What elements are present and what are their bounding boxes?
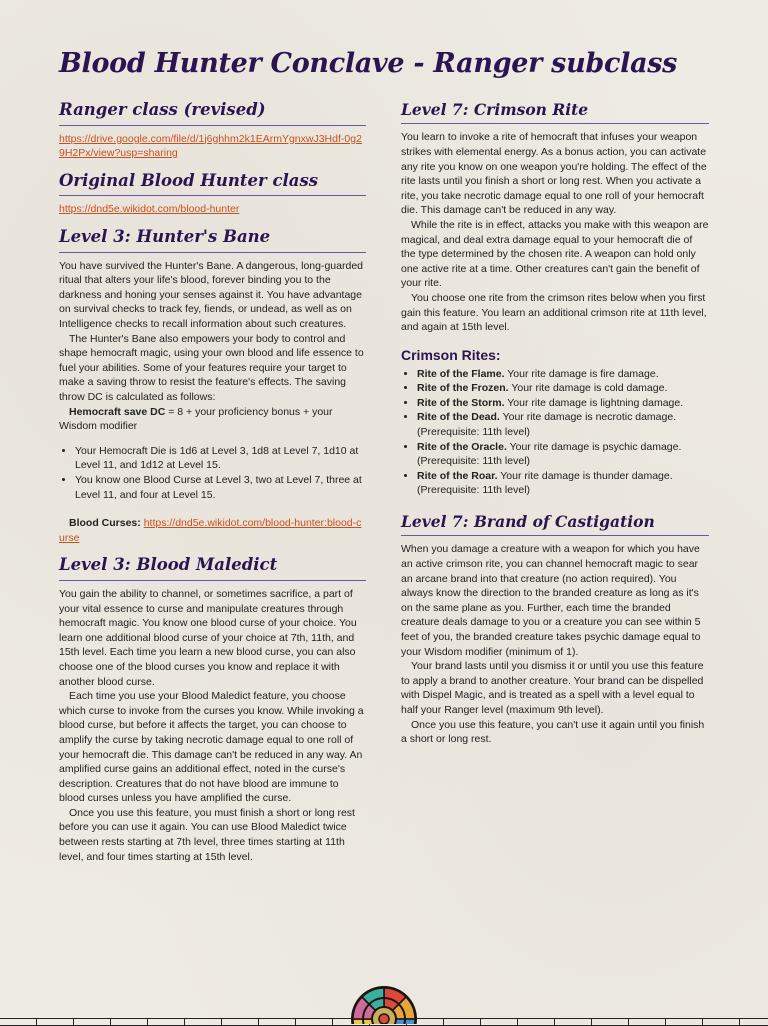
ranger-class-heading: Ranger class (revised) (59, 100, 366, 126)
rite-description: Your rite damage is necrotic damage. (Prerequisite: 11th level) (417, 411, 677, 439)
rite-name: Rite of the Dead. (417, 411, 500, 424)
rite-name: Rite of the Frozen. (417, 382, 509, 395)
rite-description: Your rite damage is psychic damage. (Prerequisite: 11th level) (417, 440, 682, 468)
blood-curses-link[interactable]: https://dnd5e.wikidot.com/blood-hunter:blood-curse (59, 517, 362, 544)
brand-paragraph-1: When you damage a creature with a weapon for which you have an active crimson rite, you can channel hemocraft magic to sear an arcane brand into that creature (no action required). You always know the direction to the branded creature as long as it's on the same plane as you. Further, each time the branded creature deals damage to you or a creature you can see within 5 feet of you, the branded creature takes psychic damage equal to your Wisdom modifier (minimum of 1). (401, 543, 701, 658)
ranger-class-section (59, 100, 366, 161)
blood-curses-label: Blood Curses: (69, 517, 141, 530)
blood-curses-line (59, 516, 366, 545)
crimson-rites-list (401, 367, 709, 498)
ranger-class-link[interactable]: https://drive.google.com/file/d/1j6ghhm2k1EArmYgnxwJ3Hdf-0g29H2Px/view?usp=sharing (59, 132, 362, 160)
brand-paragraph-2: Your brand lasts until you dismiss it or until you use this feature to apply a brand to another creature. Your brand can be dispelled with Dispel Magic, and is treated as a spell with a level equal to half your Ranger level (maximum 9th level). (401, 660, 704, 716)
list-item (417, 396, 709, 411)
blood-maledict-paragraph-3: Once you use this feature, you must finish a short or long rest before you can use it again. You can use Blood Maledict twice between rests starting at 7th level, three times starting at 11th level, and four times starting at 15th level. (59, 806, 355, 863)
crimson-rite-paragraph-3: You choose one rite from the crimson rites below when you first gain this feature. You learn an additional crimson rite at 11th level, and again at 15th level. (401, 291, 707, 334)
crimson-rites-heading: Crimson Rites: (401, 346, 501, 363)
list-item (417, 381, 709, 396)
original-class-link[interactable]: https://dnd5e.wikidot.com/blood-hunter (59, 203, 240, 216)
hemocraft-save-label: Hemocraft save DC (69, 405, 166, 418)
original-class-section (59, 171, 366, 217)
stained-glass-medallion-icon (350, 985, 418, 1024)
blood-maledict-paragraph-2: Each time you use your Blood Maledict feature, you choose which curse to invoke from the curses you know. While invoking a blood curse, but before it affects the target, you can choose to amplify the curse by taking necrotic damage equal to one roll of your hemocraft die. This damage can't be reduced in any way. An amplified curse gains an additional effect, noted in the curse's description. Creatures that do not have blood are immune to blood curses unless you have amplified the curse. (59, 690, 364, 805)
list-item (417, 440, 709, 469)
brand-of-castigation-section (401, 512, 709, 747)
crimson-rite-paragraph-2: While the rite is in effect, attacks you make with this weapon are magical, and deal extra damage equal to your hemocraft die of the type determined by the chosen rite. A weapon can hold only one active rite at a time. Other creatures can't gain the benefit of your rite. (401, 218, 709, 290)
hemocraft-save-dc (59, 405, 366, 434)
hemocraft-list (59, 444, 366, 502)
brand-paragraph-3: Once you use this feature, you can't use it again until you finish a short or long rest. (401, 718, 705, 746)
blood-maledict-section (59, 555, 366, 864)
hunters-bane-section (59, 227, 366, 545)
left-column (59, 100, 366, 874)
hemocraft-save-formula: = 8 + your proficiency bonus + your Wisdom modifier (59, 405, 333, 433)
list-item (417, 469, 709, 498)
page-title: Blood Hunter Conclave - Ranger subclass (59, 48, 678, 79)
rite-name: Rite of the Oracle. (417, 440, 507, 453)
rite-description: Your rite damage is cold damage. (508, 382, 668, 395)
crimson-rite-paragraph-1: You learn to invoke a rite of hemocraft that infuses your weapon strikes with elemental energy. As a bonus action, you can activate any rite you know on one weapon you're holding. The effect of the rite lasts until you finish a short or long rest. When you activate a rite, you take necrotic damage equal to one roll of your hemocraft die. This damage can't be reduced in any way. (401, 131, 707, 217)
crimson-rite-heading: Level 7: Crimson Rite (401, 100, 709, 124)
rite-description: Your rite damage is thunder damage. (Prerequisite: 11th level) (417, 469, 673, 497)
crimson-rite-section (401, 100, 709, 498)
blood-maledict-paragraph-1: You gain the ability to channel, or sometimes sacrifice, a part of your vital essence to curse and manipulate creatures through hemocraft magic. You know one blood curse of your choice. You learn one additional blood curse of your choice at 7th, 11th, and 15th level. Each time you learn a new blood curse, you can also choose one of the blood curses you know and replace it with another blood curse. (59, 587, 357, 688)
rite-name: Rite of the Flame. (417, 367, 505, 380)
rite-name: Rite of the Roar. (417, 469, 498, 482)
blood-maledict-heading: Level 3: Blood Maledict (59, 555, 366, 581)
list-item: • Your Hemocraft Die is 1d6 at Level 3, 1d8 at Level 7, 1d10 at Level 11, and 1d12 at Level 15. (75, 444, 366, 473)
right-column (401, 100, 709, 757)
rite-name: Rite of the Storm. (417, 396, 505, 409)
hunters-bane-paragraph-2: The Hunter's Bane also empowers your body to control and shape hemocraft magic, using your own blood and life essence to fuel your abilities. Some of your features require your target to make a saving throw to resist the feature's effects. The saving throw DC is calculated as follows: (59, 332, 364, 403)
hunters-bane-paragraph-1: You have survived the Hunter's Bane. A dangerous, long-guarded ritual that alters your life's blood, forever binding you to the darkness and honing your senses against it. You have advantage on survival checks to track fey, fiends, or undead, as well as on Intelligence checks to recall information about such creatures. (59, 259, 363, 331)
brand-of-castigation-heading: Level 7: Brand of Castigation (401, 512, 709, 536)
list-item (417, 410, 709, 439)
list-item (417, 367, 709, 382)
original-class-heading: Original Blood Hunter class (59, 171, 366, 197)
rite-description: Your rite damage is fire damage. (504, 367, 659, 380)
list-item: • You know one Blood Curse at Level 3, two at Level 7, three at Level 11, and four at Level 15. (75, 473, 366, 502)
rite-description: Your rite damage is lightning damage. (504, 396, 684, 409)
hunters-bane-heading: Level 3: Hunter's Bane (59, 227, 366, 253)
